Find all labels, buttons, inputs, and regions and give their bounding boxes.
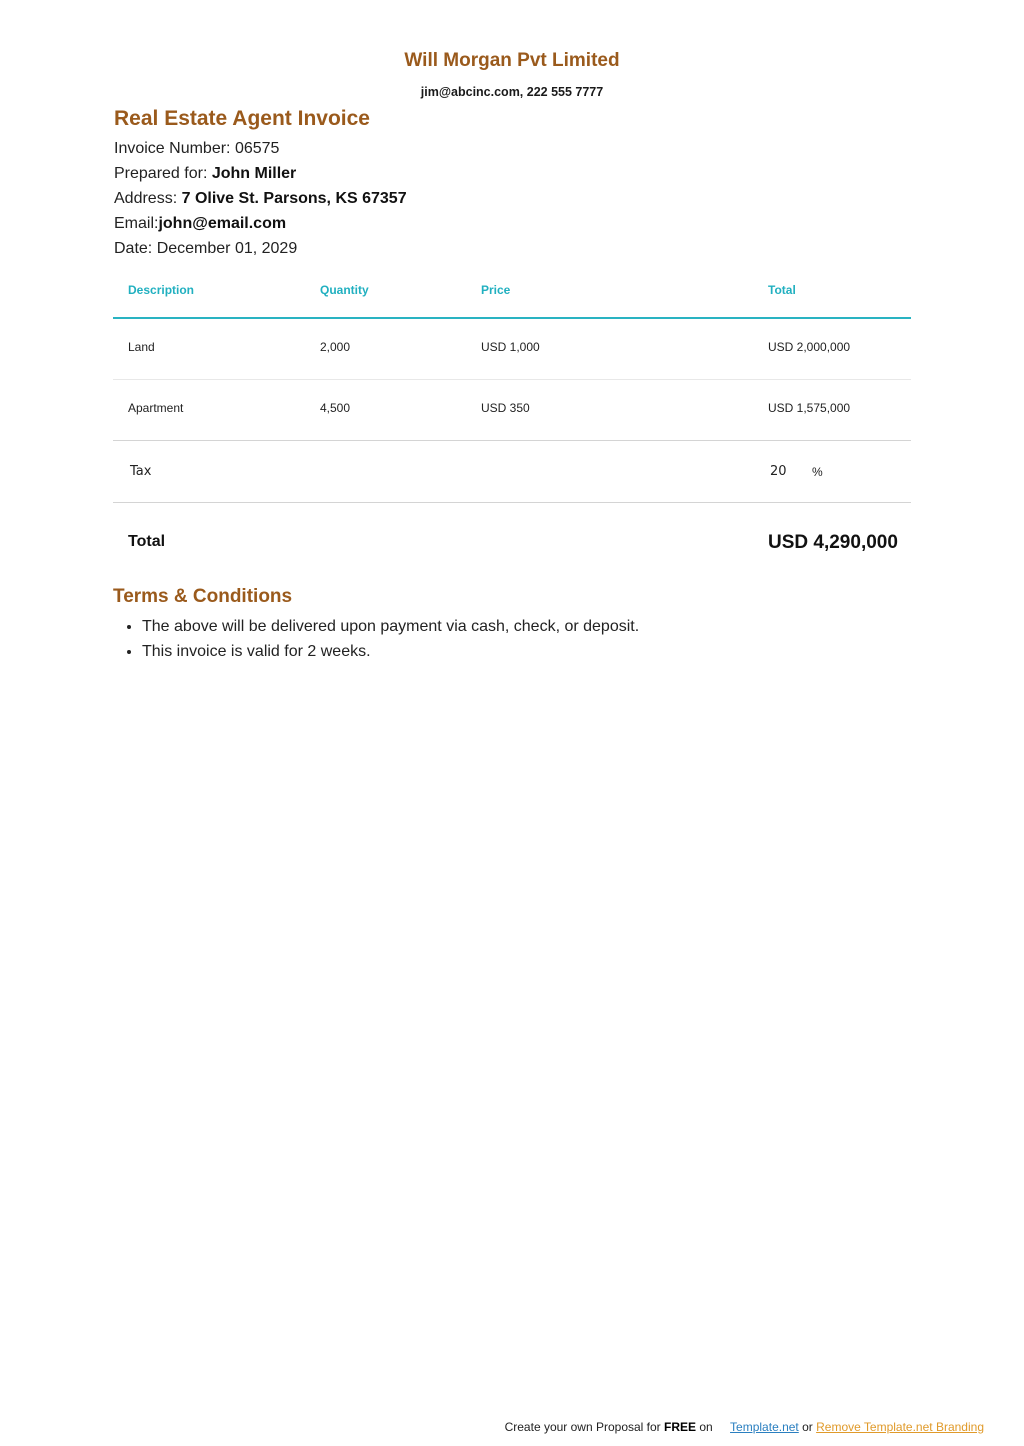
header-quantity: Quantity — [320, 283, 369, 297]
list-item: • The above will be delivered upon payment via cash, check, or deposit. — [142, 615, 902, 640]
cell-description: Apartment — [128, 401, 184, 415]
branding-footer — [505, 1420, 984, 1434]
cell-quantity: 4,500 — [320, 401, 351, 415]
footer-prefix: Create your own Proposal for — [504, 1420, 665, 1434]
grand-total-label: Total — [128, 533, 166, 550]
grand-total-value: USD 4,290,000 — [768, 532, 898, 553]
cell-price: USD 350 — [481, 401, 530, 415]
address-label: Address: — [114, 190, 182, 207]
cell-price: USD 1,000 — [481, 340, 540, 354]
prepared-for-line — [114, 165, 296, 183]
table-row — [113, 319, 911, 380]
company-contact: jim@abcinc.com, 222 555 7777 — [420, 85, 604, 99]
header-description: Description — [128, 283, 195, 297]
terms-list — [114, 615, 902, 665]
table-header — [113, 268, 911, 319]
date-value: December 01, 2029 — [156, 240, 298, 257]
prepared-for-label: Prepared for: — [114, 165, 212, 182]
cell-description: Land — [128, 340, 155, 354]
cell-quantity: 2,000 — [320, 340, 351, 354]
list-item: • This invoice is valid for 2 weeks. — [142, 640, 902, 665]
tax-value: 20 — [770, 464, 787, 479]
invoice-number-value: 06575 — [234, 140, 280, 157]
address-value: 7 Olive St. Parsons, KS 67357 — [181, 190, 407, 207]
email-line — [114, 215, 286, 233]
cell-total: USD 1,575,000 — [768, 401, 851, 415]
prepared-for-value: John Miller — [211, 165, 297, 182]
template-net-link[interactable]: Template.net — [730, 1420, 799, 1434]
tax-unit: % — [812, 465, 823, 479]
company-name: Will Morgan Pvt Limited — [404, 50, 620, 71]
footer-free: FREE — [664, 1420, 697, 1434]
grand-total-row — [113, 503, 911, 573]
table-row — [113, 380, 911, 441]
header-price: Price — [481, 283, 511, 297]
invoice-title: Real Estate Agent Invoice — [114, 107, 370, 130]
invoice-table — [113, 268, 911, 573]
email-label: Email: — [114, 215, 159, 232]
invoice-number-line — [114, 140, 279, 158]
footer-or: or — [798, 1420, 817, 1434]
terms-title: Terms & Conditions — [113, 586, 293, 607]
email-value: john@email.com — [158, 215, 287, 232]
invoice-number-label: Invoice Number: — [114, 140, 235, 157]
date-label: Date: — [114, 240, 157, 257]
remove-branding-link[interactable]: Remove Template.net Branding — [816, 1420, 984, 1434]
tax-row — [113, 441, 911, 503]
tax-label: Tax — [130, 464, 152, 479]
date-line — [114, 240, 297, 258]
footer-on: on — [696, 1420, 717, 1434]
address-line — [114, 190, 407, 208]
cell-total: USD 2,000,000 — [768, 340, 851, 354]
header-total: Total — [768, 283, 796, 297]
